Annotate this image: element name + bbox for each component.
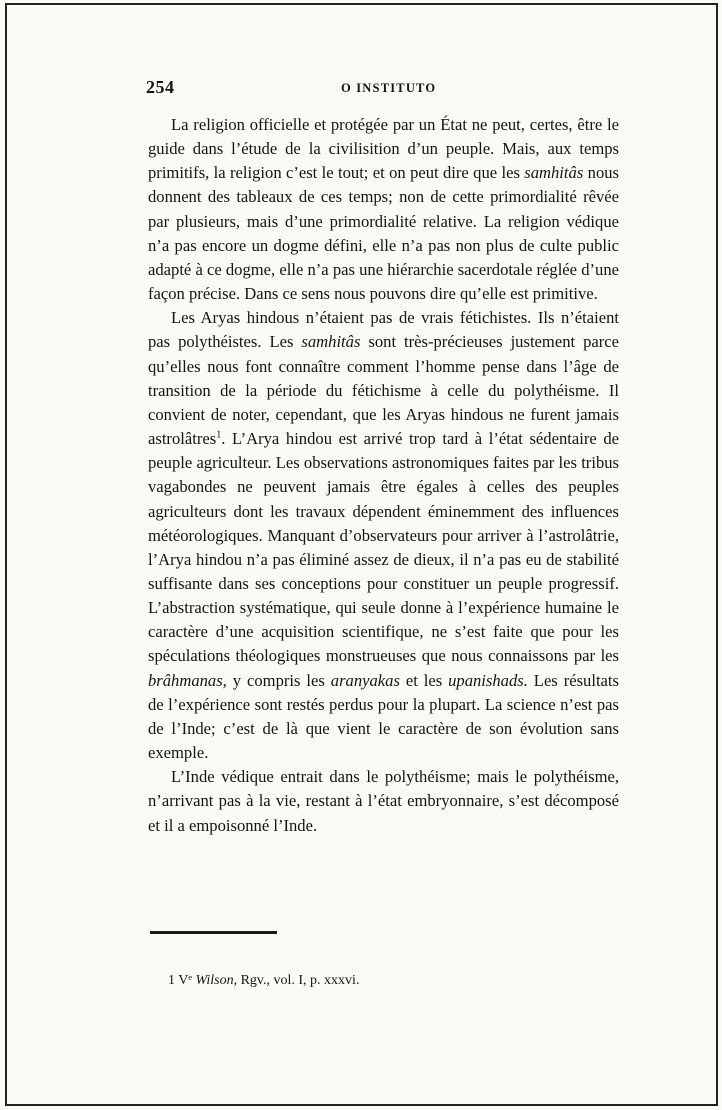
running-title: O INSTITUTO bbox=[341, 81, 437, 95]
italic-term: aranyakas bbox=[330, 670, 400, 690]
italic-term: samhitâs bbox=[524, 163, 584, 183]
text-run: L’Inde védique entrait dans le polythéisme; mais le polythéisme, n’arrivant pas à la vie, restant à l’état embryonnaire, s’est décomposé et il a empoisonné l’Inde. bbox=[148, 767, 619, 835]
text-run: Les Aryas hindous n’étaient pas de vrais fétichistes. Ils n’étaient pas polythéistes. Les bbox=[148, 308, 619, 352]
italic-term: brâhmanas, bbox=[148, 670, 227, 690]
footnote-reference: 1 bbox=[216, 429, 222, 441]
page-header bbox=[146, 77, 616, 99]
italic-term: samhitâs bbox=[301, 332, 361, 352]
footnote bbox=[168, 973, 568, 989]
text-run: et les bbox=[399, 670, 449, 690]
footnote-prefix: Vᵉ bbox=[178, 973, 192, 988]
body-text bbox=[148, 113, 619, 838]
paragraph bbox=[148, 765, 619, 837]
footnote-author: Wilson, bbox=[195, 973, 238, 988]
text-run: La religion officielle et protégée par un État ne peut, certes, être le guide dans l’étude de la civilisition d’un peuple. Mais, aux temps primitifs, la religion c’est le tout; et on peut dire que les bbox=[148, 115, 619, 183]
page-number: 254 bbox=[146, 77, 175, 97]
text-run: Les résultats de l’expérience sont restés perdus pour la plupart. La science n’est pas de l’Inde; c’est de là que vient le caractère de son évolution sans exemple. bbox=[148, 670, 619, 763]
footnote-marker: 1 bbox=[168, 973, 175, 988]
paragraph bbox=[148, 113, 619, 306]
italic-term: upanishads. bbox=[448, 670, 528, 690]
footnote-rule bbox=[150, 931, 277, 934]
text-run: . L’Arya hindou est arrivé trop tard à l’état sédentaire de peuple agriculteur. Les observations astronomiques faites par les tribus vagabondes ne peuvent jamais être égales à celles des peuples agriculteurs dont les travaux dépendent éminemment des influences météorologiques. Manquant d’observateurs pour arriver à l’astrolâtrie, l’Arya hindou n’a pas éliminé assez de dieux, il n’a pas eu de stabilité suffisante dans ses conceptions pour constituer un peuple progressif. L’abstraction systématique, qui seule donne à l’expérience humaine le caractère d’une acquisition scientifique, ne s’est faite que pour les spéculations théologiques monstrueuses que nous connaissons par les bbox=[148, 429, 619, 666]
paragraph bbox=[148, 306, 619, 765]
text-run: y compris les bbox=[226, 670, 331, 690]
text-run: nous donnent des tableaux de ces temps; non de cette primordialité rêvée par plusieurs, mais d’une primordialité relative. La religion védique n’a pas encore un dogme défini, elle n’a pas non plus de culte public adapté à ce dogme, elle n’a pas une hiérarchie sacerdotale réglée d’une façon précise. Dans ce sens nous pouvons dire qu’elle est primitive. bbox=[148, 163, 619, 304]
text-run: sont très-précieuses justement parce qu’elles nous font connaître comment l’homme pense dans l’âge de transition de la période du fétichisme à celle du polythéisme. Il convient de noter, cependant, que les Aryas hindous ne furent jamais astrolâtres bbox=[148, 332, 619, 449]
footnote-text: Rgv., vol. I, p. xxxvi. bbox=[240, 973, 360, 988]
